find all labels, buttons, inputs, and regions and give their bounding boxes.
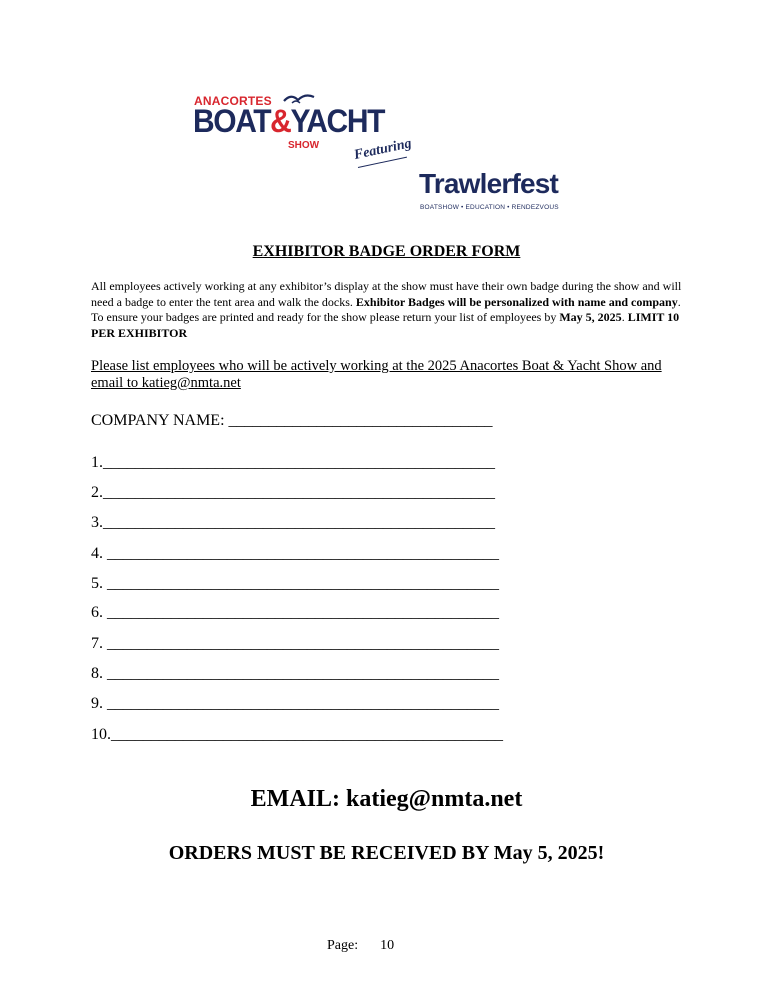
employee-line-7[interactable]: 7. _________________________________________________	[91, 635, 499, 652]
employee-line-4[interactable]: 4. _________________________________________________	[91, 545, 499, 562]
employee-line-6[interactable]: 6. _________________________________________________	[91, 604, 499, 621]
employee-line-1[interactable]: 1._________________________________________________	[91, 454, 495, 471]
page-number: 10	[380, 938, 395, 953]
email-heading: EMAIL: katieg@nmta.net	[250, 786, 523, 812]
company-name-blank[interactable]: _________________________________	[228, 412, 493, 429]
intro-bold-personalized: Exhibitor Badges will be personalized with name and company	[355, 294, 678, 309]
trawlerfest-logo: Trawlerfest	[419, 168, 559, 199]
employee-line-9[interactable]: 9. _________________________________________________	[91, 695, 499, 712]
intro-bold-date: May 5, 2025	[559, 310, 622, 324]
page-footer	[327, 938, 394, 954]
employee-line-10[interactable]: 10._________________________________________________	[91, 726, 503, 743]
company-name-label: COMPANY NAME:	[91, 412, 229, 429]
instructions-text: Please list employees who will be actively working at the 2025 Anacortes Boat & Yacht Show and email to katieg@nmta.net	[91, 358, 662, 391]
employee-line-8[interactable]: 8. _________________________________________________	[91, 665, 499, 682]
trawlerfest-tagline: BOATSHOW • EDUCATION • RENDEZVOUS	[420, 204, 559, 211]
show-logo-text: SHOW	[288, 140, 320, 151]
featuring-text: Featuring	[352, 136, 413, 164]
intro-paragraph: All employees actively working at any exhibitor’s display at the show must have their own badge during the show and will need a badge to enter the tent area and walk the docks. Exhibitor Badges will be personalized with name and company. To ensure your badges are printed and ready for the show please return your list of employees by May 5, 2025. LIMIT 10 PER EXHIBITOR	[91, 279, 682, 340]
form-title: EXHIBITOR BADGE ORDER FORM	[252, 243, 521, 260]
employee-line-2[interactable]: 2._________________________________________________	[91, 484, 495, 501]
employee-line-5[interactable]: 5. _________________________________________________	[91, 575, 499, 592]
page-label: Page:	[327, 938, 359, 953]
boat-yacht-logo: BOAT&YACHT	[193, 103, 385, 140]
anacortes-logo-text: ANACORTES	[194, 94, 272, 108]
employee-line-3[interactable]: 3._________________________________________________	[91, 514, 495, 531]
intro-bold-limit: LIMIT 10 PER EXHIBITOR	[91, 310, 680, 340]
company-name-field[interactable]	[91, 412, 493, 430]
deadline-heading: ORDERS MUST BE RECEIVED BY May 5, 2025!	[168, 842, 605, 864]
